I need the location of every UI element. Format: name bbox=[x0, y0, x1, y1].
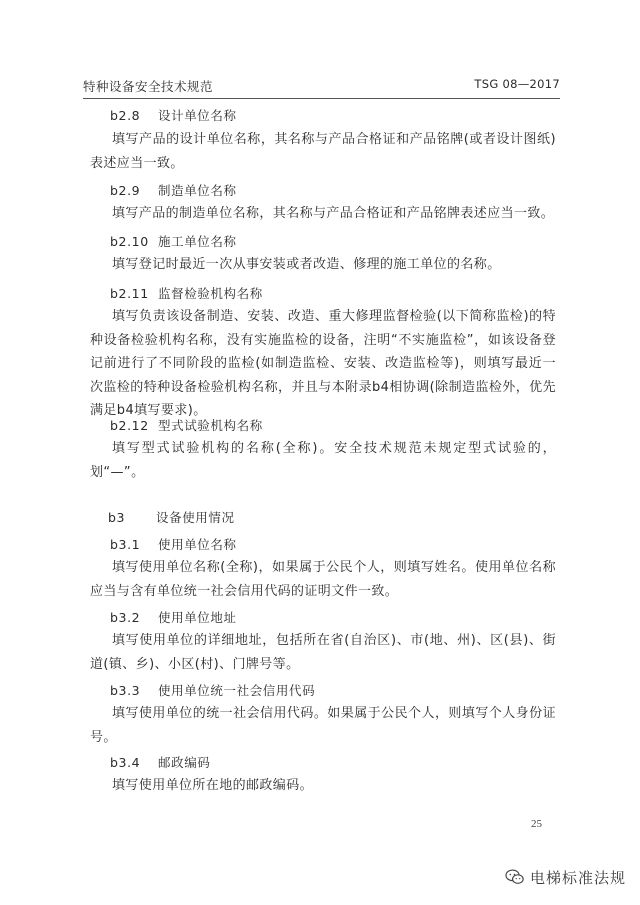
section-heading-b3-2 bbox=[110, 608, 237, 626]
section-body-b3-2: 填写使用单位的详细地址，包括所在省(自治区)、市(地、州)、区(县)、街道(镇、乡)、小区(村)、门牌号等。 bbox=[90, 633, 556, 672]
watermark-text: 电梯标准法规 bbox=[530, 868, 627, 887]
section-title: 监督检验机构名称 bbox=[158, 286, 263, 301]
section-heading-b2-12 bbox=[110, 416, 263, 434]
section-body-b3-4: 填写使用单位所在地的邮政编码。 bbox=[112, 778, 314, 793]
section-heading-b2-9 bbox=[110, 181, 237, 199]
section-title: 使用单位统一社会信用代码 bbox=[158, 683, 316, 698]
section-body-b3-3: 填写使用单位的统一社会信用代码。如果属于公民个人，则填写个人身份证号。 bbox=[90, 706, 556, 745]
section-number: b3.3 bbox=[110, 683, 141, 698]
section-title: 使用单位名称 bbox=[158, 537, 237, 552]
page-header bbox=[83, 76, 560, 99]
section-title: 邮政编码 bbox=[158, 755, 211, 770]
section-body-b3-1: 填写使用单位名称(全称)，如果属于公民个人，则填写姓名。使用单位名称应当与含有单位统一社会信用代码的证明文件一致。 bbox=[90, 560, 556, 599]
section-heading-b3-1 bbox=[110, 535, 237, 553]
section-number: b3.1 bbox=[110, 537, 141, 552]
section-heading-b2-10 bbox=[110, 232, 237, 250]
section-heading-b2-11 bbox=[110, 284, 263, 302]
watermark bbox=[505, 866, 626, 888]
section-body-b2-9: 填写产品的制造单位名称，其名称与产品合格证和产品铭牌表述应当一致。 bbox=[112, 206, 555, 221]
page-number: 25 bbox=[531, 818, 542, 830]
section-title: 使用单位地址 bbox=[158, 610, 237, 625]
section-heading-b2-8 bbox=[110, 106, 237, 124]
section-title: 施工单位名称 bbox=[158, 234, 237, 249]
section-number: b3.2 bbox=[110, 610, 141, 625]
section-number: b2.10 bbox=[110, 234, 149, 249]
section-title: 设计单位名称 bbox=[158, 108, 237, 123]
section-number: b2.9 bbox=[110, 183, 141, 198]
section-heading-b3-3 bbox=[110, 681, 315, 699]
section-heading-b3 bbox=[108, 508, 235, 526]
section-number: b2.11 bbox=[110, 286, 149, 301]
section-body-b2-12: 填写型式试验机构的名称(全称)。安全技术规范未规定型式试验的，划“—”。 bbox=[90, 441, 556, 480]
section-title: 设备使用情况 bbox=[156, 510, 235, 525]
section-body-b2-11: 填写负责该设备制造、安装、改造、重大修理监督检验(以下简称监检)的特种设备检验机构名称，没有实施监检的设备，注明“不实施监检”，如该设备登记前进行了不同阶段的监检(如制造监检、安装、改造监检等)，则填写最近一次监检的特种设备检验机构名称，并且与本附录b4相协调(除制造监检外，优先满足b4填写要求)。 bbox=[90, 309, 556, 418]
section-number: b2.8 bbox=[110, 108, 141, 123]
section-body-b2-8: 填写产品的设计单位名称，其名称与产品合格证和产品铭牌(或者设计图纸)表述应当一致。 bbox=[90, 132, 556, 171]
section-number: b3.4 bbox=[110, 755, 141, 770]
section-heading-b3-4 bbox=[110, 753, 210, 771]
section-title: 制造单位名称 bbox=[158, 183, 237, 198]
wechat-icon bbox=[505, 868, 525, 886]
section-number: b2.12 bbox=[110, 418, 149, 433]
header-title: 特种设备安全技术规范 bbox=[83, 79, 214, 94]
section-body-b2-10: 填写登记时最近一次从事安装或者改造、修理的施工单位的名称。 bbox=[112, 257, 501, 272]
section-title: 型式试验机构名称 bbox=[158, 418, 263, 433]
header-code: TSG 08—2017 bbox=[474, 77, 560, 91]
section-number: b3 bbox=[108, 510, 126, 525]
